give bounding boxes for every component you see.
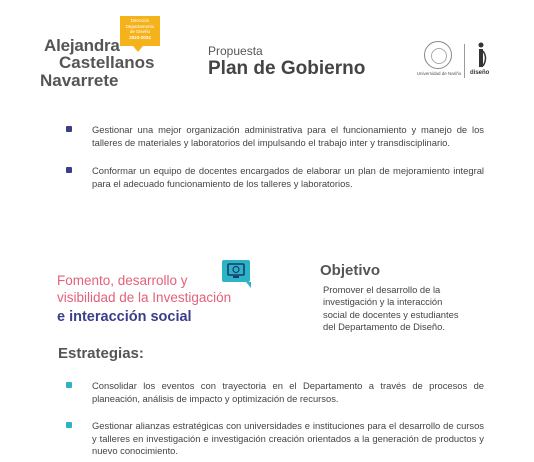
bullet-icon bbox=[66, 422, 72, 428]
list-item: Gestionar una mejor organización administrativa para el funcionamiento y manejo de los talleres de materiales y laboratorios del impulsando el trabajo inter y transdisciplinario. bbox=[92, 124, 484, 148]
author-surname-1: Castellanos bbox=[59, 53, 155, 72]
section-title-line3: e interacción social bbox=[57, 309, 192, 325]
bullet-icon bbox=[66, 167, 72, 173]
page-title: Plan de Gobierno bbox=[208, 58, 366, 79]
role-badge bbox=[120, 16, 160, 46]
proposal-label: Propuesta bbox=[208, 44, 263, 58]
logo-divider bbox=[464, 44, 465, 78]
list-item: Consolidar los eventos con trayectoria en el Departamento a través de procesos de planeación, análisis de impacto y optimización de recursos. bbox=[92, 380, 484, 404]
badge-years: 2023-2024 bbox=[129, 34, 151, 40]
strategies-heading: Estrategias: bbox=[58, 345, 144, 362]
badge-department: Departamento de Diseño bbox=[125, 23, 155, 34]
section-title-line2: visibilidad de la Investigación bbox=[57, 290, 232, 305]
university-seal-icon bbox=[424, 41, 452, 69]
design-logo-icon bbox=[474, 42, 488, 68]
author-surname-2: Navarrete bbox=[40, 71, 119, 90]
university-name: Universidad de Nariño bbox=[416, 71, 462, 76]
list-item: Conformar un equipo de docentes encargados de elaborar un plan de mejoramiento integral para el adecuado funcionamiento de los talleres y laboratorios. bbox=[92, 165, 484, 189]
design-logo-text: diseño bbox=[470, 70, 490, 76]
objective-heading: Objetivo bbox=[320, 262, 381, 279]
bullet-icon bbox=[66, 382, 72, 388]
list-item: Gestionar alianzas estratégicas con universidades e instituciones para el desarrollo de cursos y talleres en investigación e investigación creación orientados a la generación de productos y nuevo conocimiento. bbox=[92, 420, 484, 456]
badge-pointer bbox=[133, 46, 143, 52]
icon-pointer bbox=[246, 282, 251, 288]
section-title-line1: Fomento, desarrollo y bbox=[57, 273, 188, 288]
badge-role: Dirección bbox=[130, 18, 150, 23]
author-first-name: Alejandra bbox=[44, 36, 120, 55]
research-monitor-icon bbox=[222, 260, 250, 282]
bullet-icon bbox=[66, 126, 72, 132]
objective-text: Promover el desarrollo de la investigación y la interacción social de docentes y estudiantes del Departamento de Diseño. bbox=[323, 284, 459, 332]
